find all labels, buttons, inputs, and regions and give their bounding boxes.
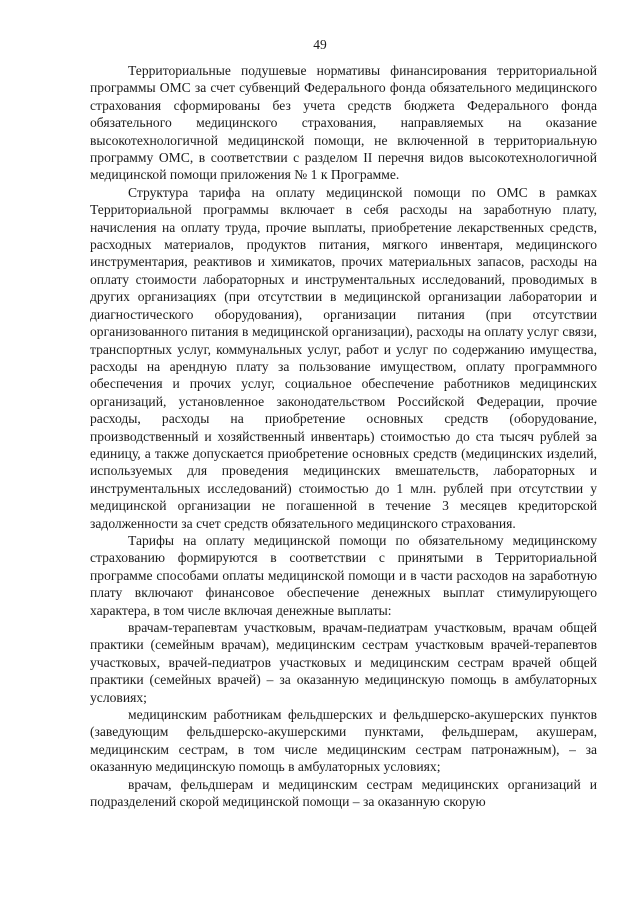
paragraph-tariff-formation: Тарифы на оплату медицинской помощи по обязательному медицинскому страхованию формируются в соответствии с принятыми в Территориальной программе способами оплаты медицинской помощи и в части расходов на заработную плату включают финансовое обеспечение денежных выплат стимулирующего характера, в том числе включая денежные выплаты: bbox=[90, 532, 597, 618]
paragraph-subvention-norms: Территориальные подушевые нормативы финансирования территориальной программы ОМС за счет субвенций Федерального фонда обязательного медицинского страхования сформированы без учета средств бюджета Федерального фонда обязательного медицинского страхования, направляемых на оказание высокотехнологичной медицинской помощи, не включенной в территориальную программу ОМС, в соответствии с разделом II перечня видов высокотехнологичной медицинской помощи приложения № 1 к Программе. bbox=[90, 63, 597, 183]
paragraph-district-doctors: врачам-терапевтам участковым, врачам-педиатрам участковым, врачам общей практики (семейным врачам), медицинским сестрам участковым врачей-терапевтов участковых, врачей-педиатров участковых и медицинским сестрам врачей общей практики (семейных врачей) – за оказанную медицинскую помощь в амбулаторных условиях; bbox=[90, 620, 597, 705]
paragraph-emergency-care: врачам, фельдшерам и медицинским сестрам медицинских организаций и подразделений скорой медицинской помощи – за оказанную скорую bbox=[90, 776, 597, 810]
paragraph-tariff-structure: Структура тарифа на оплату медицинской помощи по ОМС в рамках Территориальной программы включает в себя расходы на заработную плату, начисления на оплату труда, прочие выплаты, приобретение лекарственных средств, расходных материалов, продуктов питания, мягкого инвентаря, медицинского инструментария, реактивов и химикатов, прочих материальных запасов, расходы на оплату стоимости лабораторных и инструментальных исследований, проводимых в других организациях (при отсутствии в медицинской организации лаборатории и диагностического оборудования), организации питания (при отсутствии организованного питания в медицинской организации), расходы на оплату услуг связи, транспортных услуг, коммунальных услуг, работ и услуг по содержанию имущества, расходы на арендную плату за пользование имуществом, оплату программного обеспечения и прочих услуг, социальное обеспечение работников медицинских организаций, установленное законодательством Российской Федерации, прочие расходы, расходы на приобретение основных средств (оборудование, производственный и хозяйственный инвентарь) стоимостью до ста тысяч рублей за единицу, а также допускается приобретение основных средств (медицинских изделий, используемых для проведения медицинских вмешательств, лабораторных и инструментальных исследований) стоимостью до 1 млн. рублей при отсутствии у медицинской организации не погашенной в течение 3 месяцев кредиторской задолженности за счет средств обязательного медицинского страхования. bbox=[90, 184, 597, 531]
paragraph-feldsher-stations: медицинским работникам фельдшерских и фельдшерско-акушерских пунктов (заведующим фельдшерско-акушерскими пунктами, фельдшерам, акушерам, медицинским сестрам, в том числе медицинским сестрам патронажным), – за оказанную медицинскую помощь в амбулаторных условиях; bbox=[90, 707, 597, 775]
body-text bbox=[90, 62, 597, 810]
page-number: 49 bbox=[313, 37, 327, 52]
